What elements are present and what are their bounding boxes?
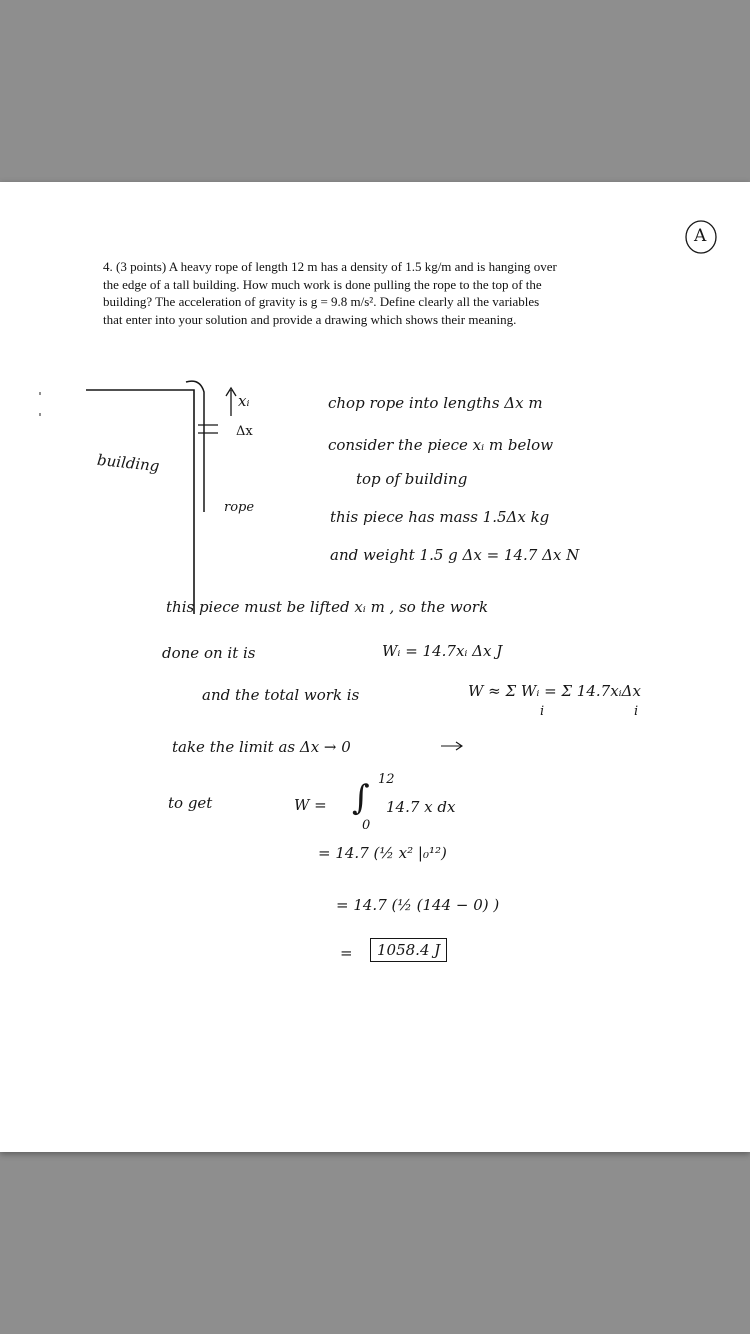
rope-line — [186, 381, 204, 512]
final-answer-box — [370, 938, 447, 962]
version-letter: A — [694, 226, 707, 246]
integration-step-2: = 14.7 (½ (144 − 0) ) — [336, 896, 500, 914]
integral-sign-icon: ∫ — [352, 778, 370, 818]
total-work-label: and the total work is — [202, 686, 360, 704]
building-label: building — [96, 450, 161, 476]
integral-lower-bound: 0 — [362, 818, 371, 833]
note-line-1: chop rope into lengths Δx m — [328, 394, 543, 412]
work-element-formula: Wᵢ = 14.7xᵢ Δx J — [382, 642, 503, 660]
to-get-label: to get — [168, 794, 213, 812]
problem-line-1: 4. (3 points) A heavy rope of length 12 m has a density of 1.5 kg/m and is hanging over — [103, 259, 557, 274]
dx-label: Δx — [236, 424, 253, 439]
note-line-3: top of building — [356, 470, 468, 488]
limit-line: take the limit as Δx → 0 — [172, 738, 351, 756]
sum-index-1: i — [540, 704, 545, 719]
integral-upper-bound: 12 — [378, 772, 395, 787]
riemann-sum: W ≈ Σ Wᵢ = Σ 14.7xᵢΔx — [468, 682, 641, 700]
note-line-4: this piece has mass 1.5Δx kg — [330, 508, 550, 526]
final-answer: 1058.4 J — [377, 941, 441, 959]
work-line-1: this piece must be lifted xᵢ m , so the work — [166, 598, 489, 616]
problem-line-4: that enter into your solution and provide a drawing which shows their meaning. — [103, 311, 517, 327]
note-line-2: consider the piece xᵢ m below — [328, 436, 554, 454]
work-line-2: done on it is — [162, 644, 256, 662]
problem-line-3: building? The acceleration of gravity is g = 9.8 m/s². Define clearly all the variables — [103, 294, 540, 309]
handwritten-sketch — [0, 182, 750, 1152]
problem-line-2: the edge of a tall building. How much work is done pulling the rope to the top of the — [103, 276, 542, 292]
building-outline — [86, 390, 194, 614]
integral-lhs: W = — [294, 796, 327, 814]
integration-step-1: = 14.7 (½ x² |₀¹²) — [318, 844, 447, 862]
sum-index-2: i — [634, 704, 639, 719]
xi-arrow-icon — [226, 388, 236, 416]
rope-label: rope — [224, 500, 255, 515]
xi-label: xᵢ — [238, 392, 250, 410]
final-equals: = — [340, 944, 353, 962]
integrand: 14.7 x dx — [386, 798, 456, 816]
document-page — [0, 182, 750, 1152]
limit-arrow-icon — [441, 742, 462, 750]
note-line-5: and weight 1.5 g Δx = 14.7 Δx N — [330, 546, 580, 564]
